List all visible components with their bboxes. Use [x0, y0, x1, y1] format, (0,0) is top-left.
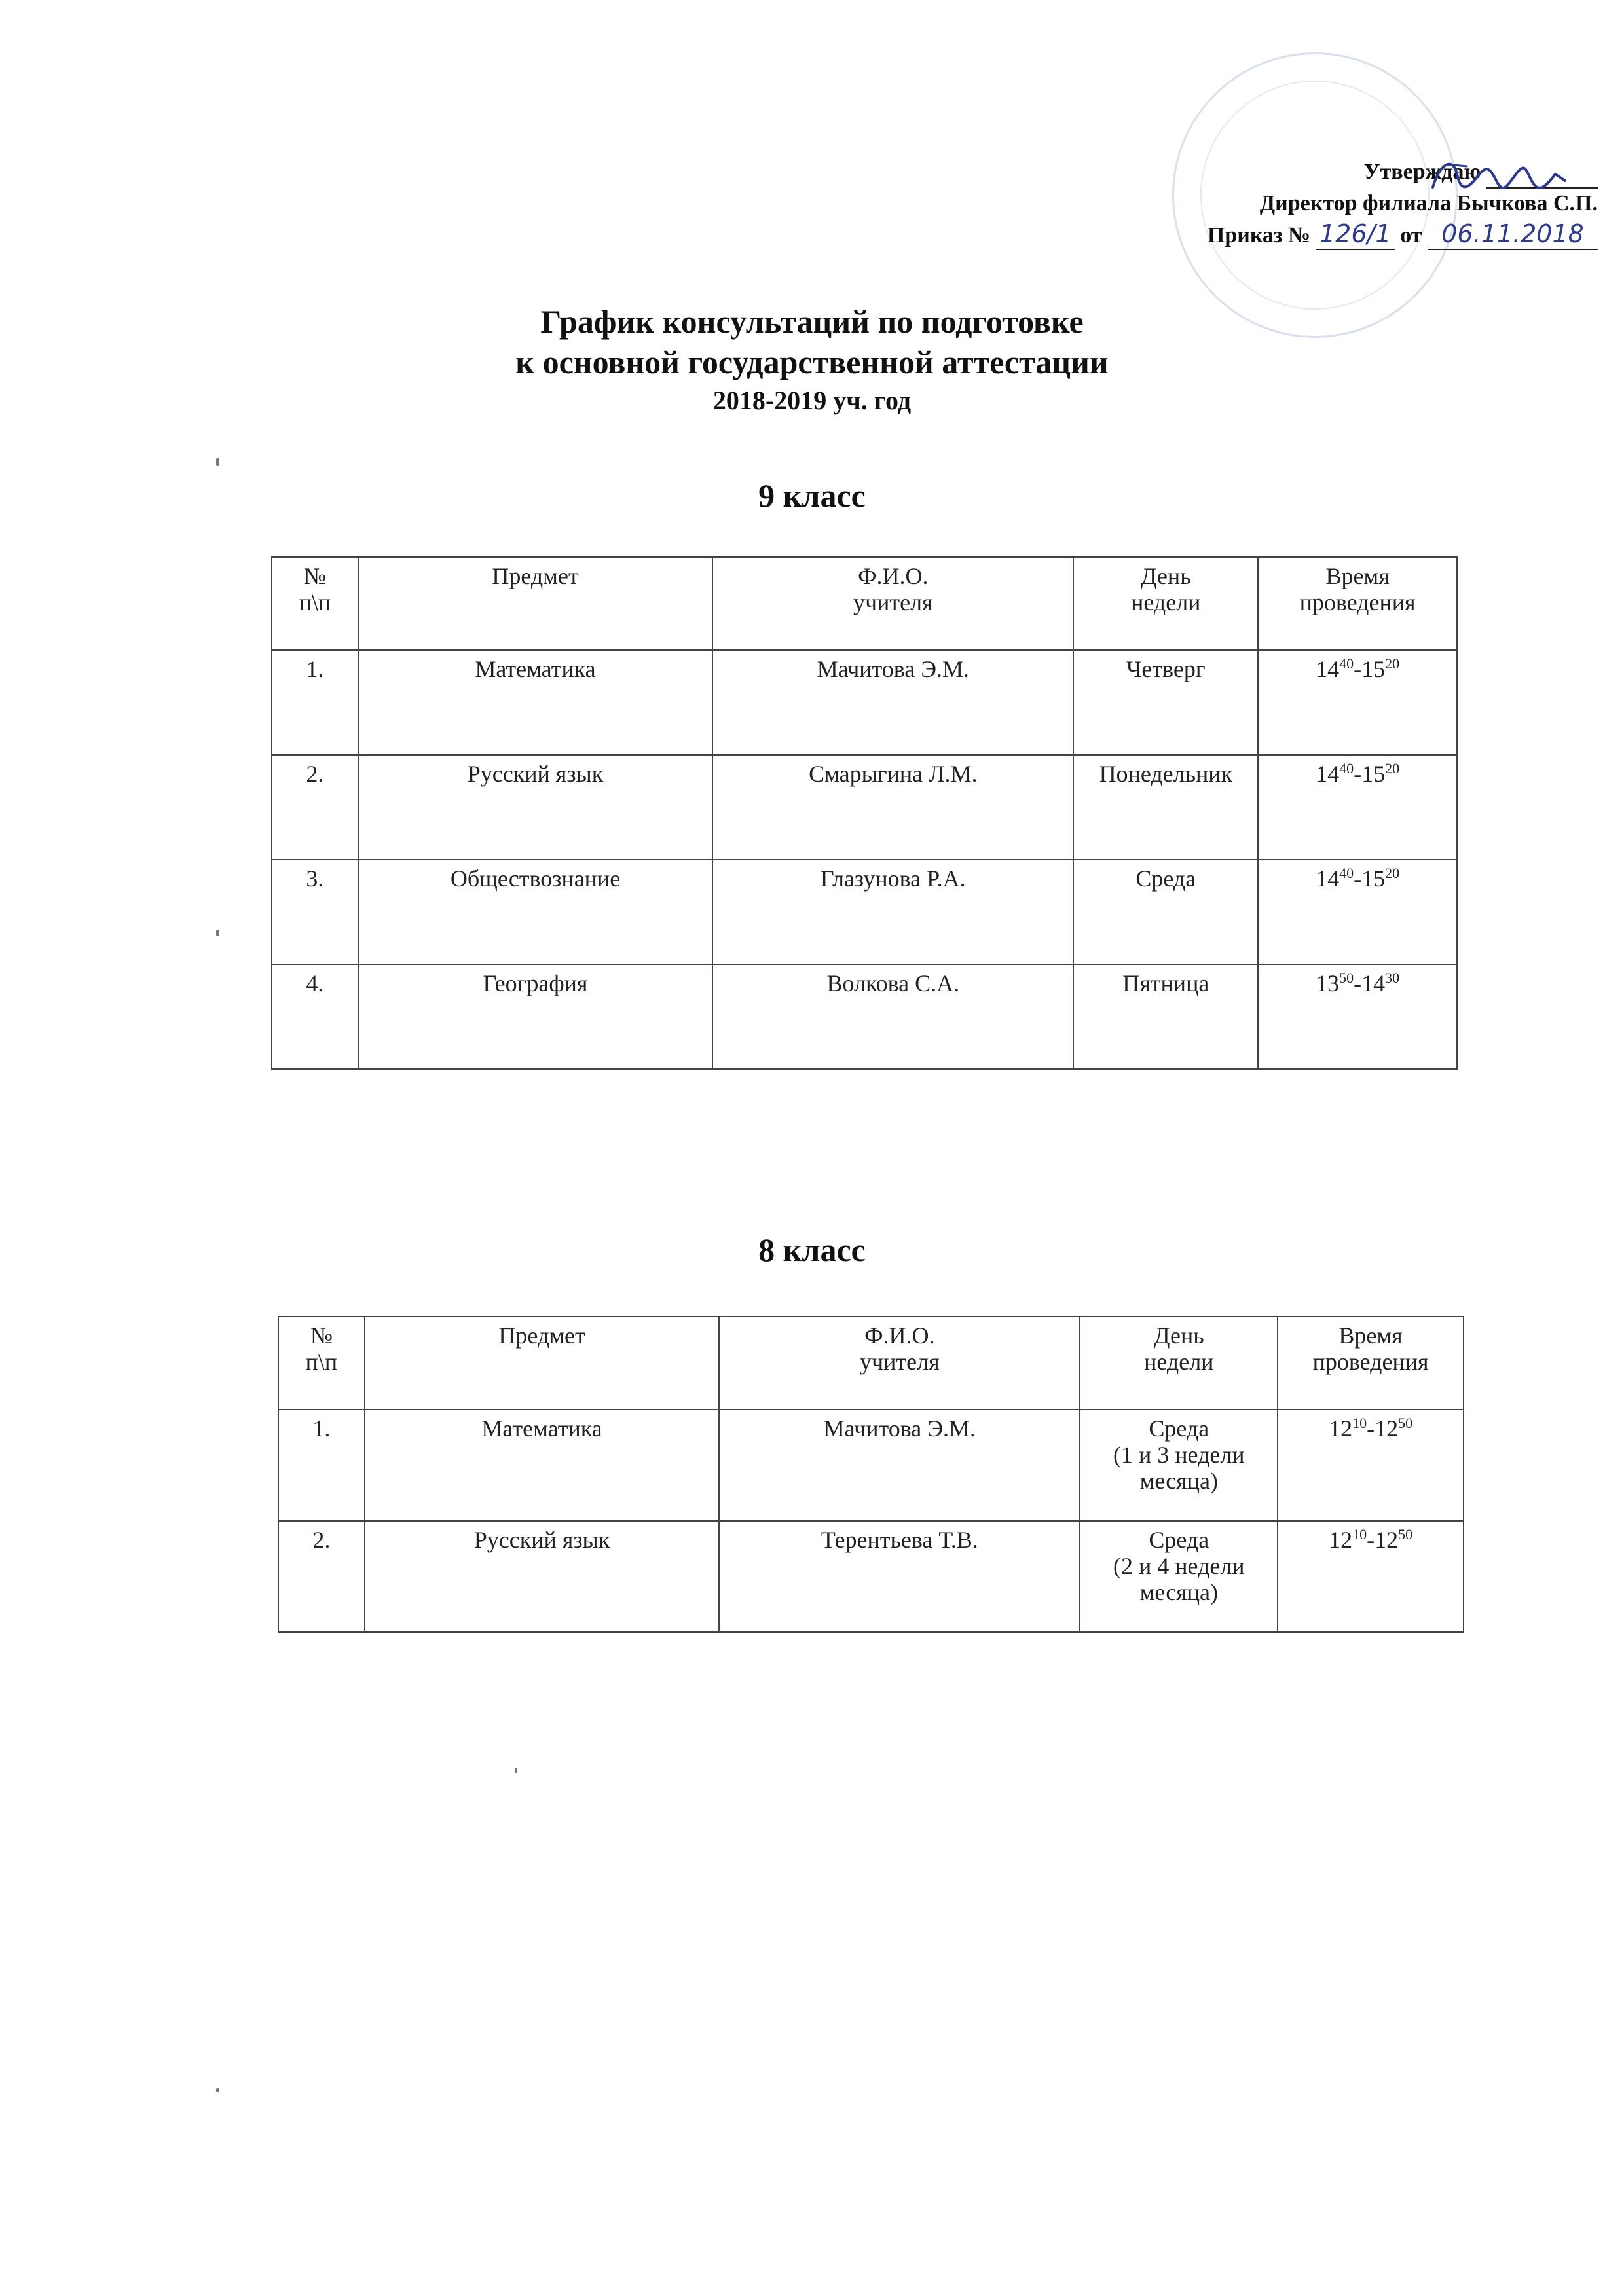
grade9-table	[271, 556, 1458, 1070]
header-time: Время проведения	[1278, 1317, 1464, 1410]
table-row	[278, 1410, 1464, 1521]
header-day: День недели	[1073, 557, 1258, 650]
row-number: 1.	[278, 1410, 365, 1521]
document-title	[0, 301, 1624, 419]
order-line	[1022, 219, 1598, 251]
row-time: $14^{40}-15^{20}$	[1258, 860, 1457, 964]
row-subject: География	[358, 964, 712, 1069]
table-row	[272, 964, 1457, 1069]
row-subject: Русский язык	[358, 755, 712, 860]
header-day: День недели	[1080, 1317, 1278, 1410]
row-subject: Русский язык	[365, 1521, 719, 1632]
header-time: Время проведения	[1258, 557, 1457, 650]
row-subject: Математика	[365, 1410, 719, 1521]
row-subject: Математика	[358, 650, 712, 755]
title-line-1: График консультаций по подготовке	[540, 303, 1084, 340]
order-label: Приказ №	[1207, 223, 1311, 247]
header-number: № п\п	[272, 557, 358, 650]
table-row	[272, 860, 1457, 964]
row-day: Среда	[1073, 860, 1258, 964]
row-teacher: Мачитова Э.М.	[712, 650, 1073, 755]
row-day: Среда (2 и 4 недели месяца)	[1080, 1521, 1278, 1632]
table-row	[278, 1521, 1464, 1632]
scan-speck	[216, 930, 219, 936]
header-number: № п\п	[278, 1317, 365, 1410]
grade9-heading: 9 класс	[758, 477, 866, 514]
row-number: 3.	[272, 860, 358, 964]
row-time: $12^{10}-12^{50}$	[1278, 1521, 1464, 1632]
order-date: 06.11.2018	[1428, 219, 1598, 250]
row-day: Четверг	[1073, 650, 1258, 755]
row-day: Пятница	[1073, 964, 1258, 1069]
header-subject: Предмет	[358, 557, 712, 650]
academic-year: 2018-2019 уч. год	[712, 386, 912, 415]
approval-label: Утверждаю	[1363, 160, 1481, 184]
grade8-heading: 8 класс	[758, 1231, 866, 1268]
title-line-2: к основной государственной аттестации	[515, 344, 1109, 380]
row-time: $12^{10}-12^{50}$	[1278, 1410, 1464, 1521]
header-teacher: Ф.И.О. учителя	[719, 1317, 1080, 1410]
header-subject: Предмет	[365, 1317, 719, 1410]
table-row	[272, 755, 1457, 860]
handwritten-signature	[1428, 155, 1572, 200]
table-header-row	[278, 1317, 1464, 1410]
row-number: 4.	[272, 964, 358, 1069]
row-teacher: Волкова С.А.	[712, 964, 1073, 1069]
grade8-table	[278, 1316, 1464, 1633]
order-number: 126/1	[1316, 219, 1395, 250]
header-teacher: Ф.И.О. учителя	[712, 557, 1073, 650]
row-subject: Обществознание	[358, 860, 712, 964]
row-time: $14^{40}-15^{20}$	[1258, 755, 1457, 860]
row-day: Среда (1 и 3 недели месяца)	[1080, 1410, 1278, 1521]
scan-speck	[515, 1768, 517, 1773]
scan-speck	[216, 458, 219, 466]
row-teacher: Смарыгина Л.М.	[712, 755, 1073, 860]
row-number: 2.	[272, 755, 358, 860]
order-from: от	[1400, 223, 1422, 247]
table-header-row	[272, 557, 1457, 650]
row-day: Понедельник	[1073, 755, 1258, 860]
table-row	[272, 650, 1457, 755]
row-teacher: Глазунова Р.А.	[712, 860, 1073, 964]
row-number: 1.	[272, 650, 358, 755]
row-number: 2.	[278, 1521, 365, 1632]
row-time: $13^{50}-14^{30}$	[1258, 964, 1457, 1069]
row-teacher: Терентьева Т.В.	[719, 1521, 1080, 1632]
row-time: $14^{40}-15^{20}$	[1258, 650, 1457, 755]
row-teacher: Мачитова Э.М.	[719, 1410, 1080, 1521]
director-line: Директор филиала Бычкова С.П.	[1259, 191, 1598, 215]
scan-speck	[216, 2088, 219, 2092]
